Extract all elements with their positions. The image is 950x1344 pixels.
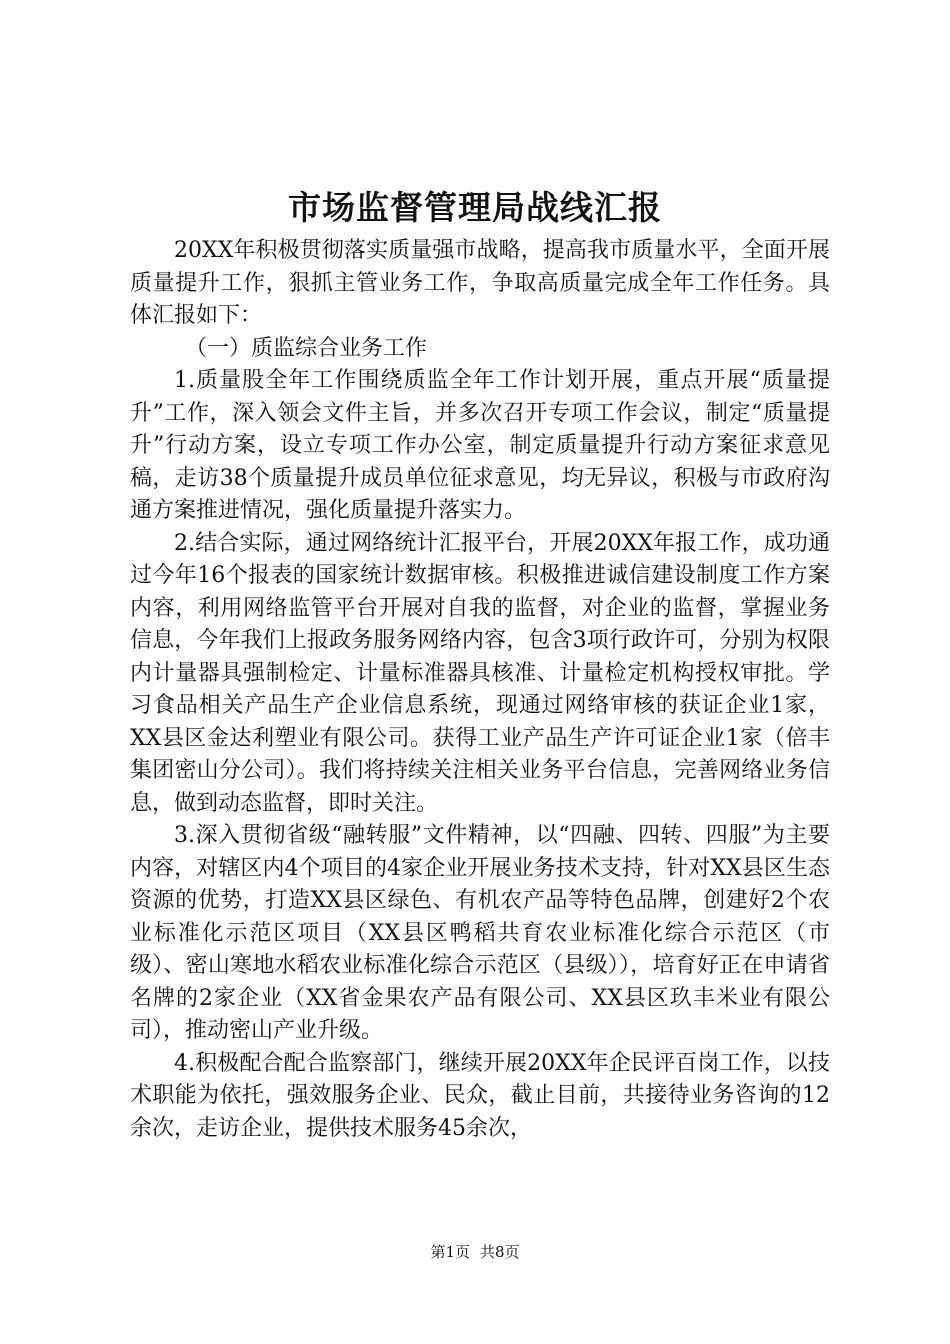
document-title: 市场监督管理局战线汇报 xyxy=(288,188,662,227)
section-heading: （一）质监综合业务工作 xyxy=(185,335,428,361)
body-paragraph: 4.积极配合配合监察部门，继续开展20XX年企民评百岗工作，以技术职能为依托，强效服务企业、民众，截止目前，共接待业务咨询的12余次，走访企业，提供技术服务45余次， xyxy=(130,1050,830,1141)
intro-paragraph: 20XX年积极贯彻落实质量强市战略，提高我市质量水平，全面开展质量提升工作，狠抓主管业务工作，争取高质量完成全年工作任务。具体汇报如下： xyxy=(130,238,830,328)
page-number: 第1页 xyxy=(430,1243,470,1261)
body-paragraph: 1.质量股全年工作围绕质监全年工作计划开展，重点开展“质量提升”工作，深入领会文件主旨，并多次召开专项工作会议，制定“质量提升”行动方案，设立专项工作办公室，制定质量提升行动方案征求意见稿，走访38个质量提升成员单位征求意见，均无异议，积极与市政府沟通方案推进情况，强化质量提升落实力。 xyxy=(130,368,830,523)
document-body xyxy=(130,235,830,1145)
page-total: 共8页 xyxy=(480,1243,520,1261)
page-footer xyxy=(0,1240,950,1264)
body-paragraph: 3.深入贯彻省级“融转服”文件精神，以“四融、四转、四服”为主要内容，对辖区内4个项目的4家企业开展业务技术支持，针对XX县区生态资源的优势，打造XX县区绿色、有机农产品等特色品牌，创建好2个农业标准化示范区项目（XX县区鸭稻共育农业标准化综合示范区（市级）、密山寒地水稻农业标准化综合示范区（县级）），培育好正在申请省名牌的2家企业（XX省金果农产品有限公司、XX县区玖丰米业有限公司），推动密山产业升级。 xyxy=(130,823,830,1043)
body-paragraph: 2.结合实际，通过网络统计汇报平台，开展20XX年报工作，成功通过今年16个报表的国家统计数据审核。积极推进诚信建设制度工作方案内容，利用网络监管平台开展对自我的监督，对企业的监督，掌握业务信息，今年我们上报政务服务网络内容，包含3项行政许可，分别为权限内计量器具强制检定、计量标准器具核准、计量检定机构授权审批。学习食品相关产品生产企业信息系统，现通过网络审核的获证企业1家，XX县区金达利塑业有限公司。获得工业产品生产许可证企业1家（倍丰集团密山分公司）。我们将持续关注相关业务平台信息，完善网络业务信息，做到动态监督，即时关注。 xyxy=(130,530,830,816)
